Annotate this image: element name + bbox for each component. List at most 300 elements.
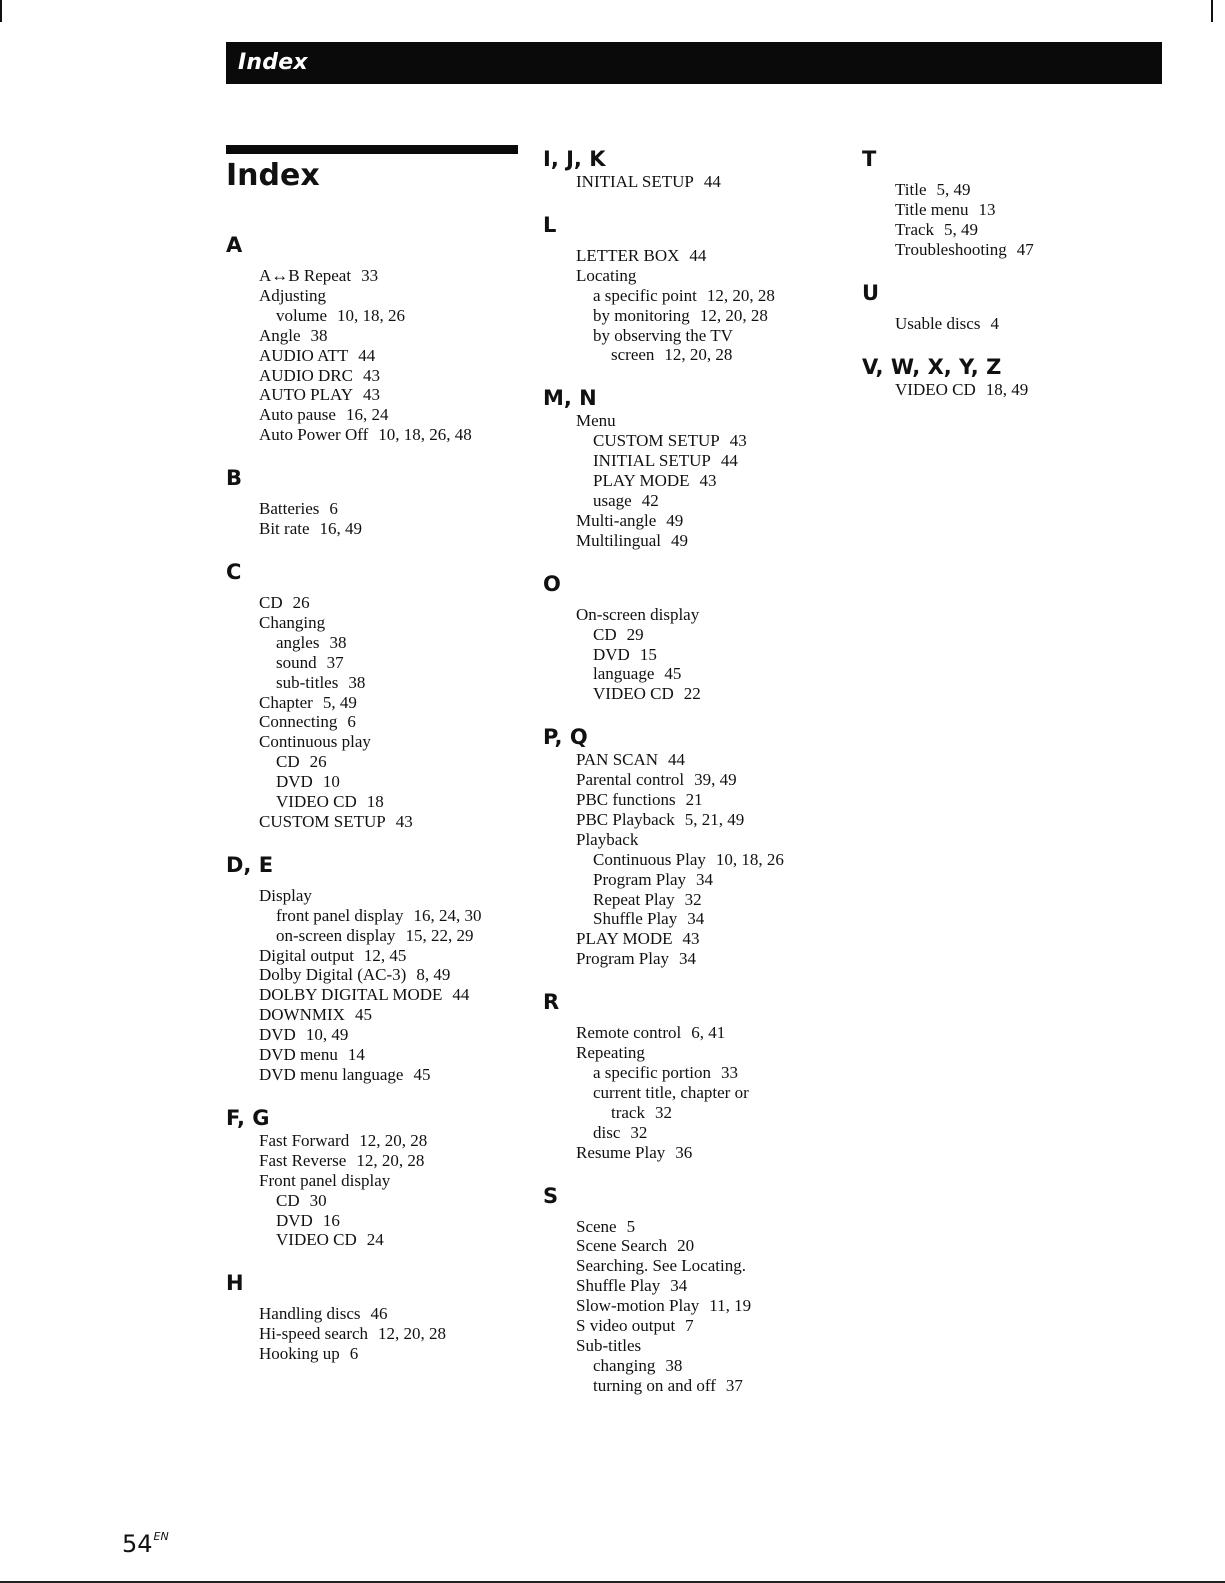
entry-list xyxy=(226,1131,526,1250)
index-entry xyxy=(576,790,843,810)
entry-term: PBC Playback xyxy=(576,809,675,829)
entry-list xyxy=(226,499,526,539)
entry-term: PLAY MODE xyxy=(593,471,690,491)
entry-term: PBC functions xyxy=(576,790,676,810)
entry-pages: 43 xyxy=(395,811,413,831)
index-entry xyxy=(576,471,843,491)
entry-pages: 43 xyxy=(362,365,380,385)
entry-pages: 5, 49 xyxy=(936,180,971,199)
index-entry xyxy=(259,1151,526,1171)
index-entry xyxy=(576,431,843,451)
entry-pages: 37 xyxy=(326,652,344,672)
index-entry xyxy=(576,411,843,431)
index-entry xyxy=(259,1065,526,1085)
index-entry xyxy=(259,405,526,425)
entry-pages: 26 xyxy=(292,592,310,612)
entry-pages: 45 xyxy=(664,664,682,684)
header-label: Index xyxy=(238,50,308,75)
entry-pages: 18 xyxy=(366,792,384,812)
entry-pages: 20 xyxy=(677,1236,695,1256)
entry-term: Dolby Digital (AC-3) xyxy=(259,965,407,985)
entry-pages: 33 xyxy=(361,266,379,285)
index-entry xyxy=(576,605,843,625)
entry-term: Locating xyxy=(576,265,637,285)
entry-pages: 32 xyxy=(654,1102,672,1122)
section-letter: F, G xyxy=(226,1105,270,1130)
entry-pages: 34 xyxy=(670,1276,688,1296)
entry-term: AUTO PLAY xyxy=(259,385,353,405)
entry-term: Sub-titles xyxy=(576,1335,642,1355)
entry-pages: 29 xyxy=(626,624,644,644)
entry-pages: 34 xyxy=(687,909,705,929)
entry-pages: 10 xyxy=(322,772,340,792)
section-letter: T xyxy=(862,147,877,171)
entry-term: CUSTOM SETUP xyxy=(593,431,720,451)
entry-term: Repeat Play xyxy=(593,889,675,909)
index-entry xyxy=(576,890,843,910)
entry-term: by observing the TV xyxy=(593,325,733,345)
index-entry xyxy=(576,1256,843,1276)
index-section xyxy=(226,559,526,832)
entry-list xyxy=(543,750,843,969)
entry-pages: 33 xyxy=(721,1063,739,1082)
index-entry xyxy=(895,200,1162,220)
entry-pages: 12, 20, 28 xyxy=(378,1324,447,1344)
index-entry xyxy=(895,220,1162,240)
entry-term: Display xyxy=(259,885,312,905)
entry-pages: 38 xyxy=(329,632,347,652)
entry-pages: 32 xyxy=(684,889,702,909)
index-section xyxy=(226,232,526,445)
index-section xyxy=(543,571,843,705)
page-title: Index xyxy=(226,158,320,193)
entry-term: Scene xyxy=(576,1216,617,1236)
entry-term: Repeating xyxy=(576,1043,645,1063)
entry-term: sound xyxy=(276,652,317,672)
entry-term: CD xyxy=(593,624,617,644)
index-entry xyxy=(576,1143,843,1163)
index-entry xyxy=(259,1005,526,1025)
entry-term: Fast Forward xyxy=(259,1130,350,1150)
index-entry xyxy=(576,1236,843,1256)
entry-pages: 21 xyxy=(685,790,703,810)
index-entry xyxy=(576,451,843,471)
index-entry xyxy=(259,385,526,405)
entry-term: PAN SCAN xyxy=(576,750,659,770)
section-letter: L xyxy=(543,212,557,237)
entry-term: AUDIO ATT xyxy=(259,345,349,365)
entry-list xyxy=(862,314,1162,334)
entry-pages: 12, 20, 28 xyxy=(664,345,733,365)
section-letter: S xyxy=(543,1183,559,1208)
index-entry xyxy=(259,712,526,732)
index-entry xyxy=(895,314,1162,334)
section-letter: A xyxy=(226,233,243,257)
index-entry xyxy=(259,926,526,946)
index-section xyxy=(543,212,843,365)
index-entry xyxy=(259,1025,526,1045)
index-entry xyxy=(576,345,843,365)
index-entry xyxy=(576,1276,843,1296)
index-entry xyxy=(259,1171,526,1191)
index-entry xyxy=(576,1376,843,1396)
index-entry xyxy=(576,286,843,306)
entry-pages: 15, 22, 29 xyxy=(405,925,474,945)
entry-term: by monitoring xyxy=(593,305,690,325)
section-letter: D, E xyxy=(226,852,274,877)
index-entry xyxy=(259,812,526,832)
entry-term: Scene Search xyxy=(576,1236,668,1256)
entry-term: Slow-motion Play xyxy=(576,1296,700,1316)
index-entry xyxy=(259,346,526,366)
index-entry xyxy=(576,850,843,870)
index-entry xyxy=(576,491,843,511)
entry-list xyxy=(543,605,843,705)
entry-pages: 8, 49 xyxy=(416,965,451,985)
entry-term: DVD xyxy=(276,772,313,792)
entry-term: CD xyxy=(276,752,300,772)
entry-pages: 38 xyxy=(665,1355,683,1375)
index-entry xyxy=(895,240,1162,260)
entry-pages: 5, 49 xyxy=(322,692,357,712)
index-entry xyxy=(259,985,526,1005)
index-entry xyxy=(576,684,843,704)
index-entry xyxy=(576,1296,843,1316)
entry-term: Menu xyxy=(576,411,616,431)
entry-term: angles xyxy=(276,632,320,652)
index-entry xyxy=(576,870,843,890)
entry-term: Resume Play xyxy=(576,1142,666,1162)
entry-term: front panel display xyxy=(276,905,404,925)
entry-term: Multi-angle xyxy=(576,510,657,530)
index-entry xyxy=(576,531,843,551)
entry-term: Track xyxy=(895,219,935,239)
index-entry xyxy=(576,750,843,770)
index-entry xyxy=(576,1083,843,1103)
index-entry xyxy=(576,1063,843,1083)
entry-pages: 5, 49 xyxy=(944,219,979,239)
entry-term: S video output xyxy=(576,1316,676,1336)
index-entry xyxy=(259,306,526,326)
entry-list xyxy=(862,180,1162,260)
entry-term: Troubleshooting xyxy=(895,239,1007,259)
section-letter: P, Q xyxy=(543,725,588,750)
index-entry xyxy=(576,909,843,929)
entry-pages: 5, 21, 49 xyxy=(684,809,745,829)
index-entry xyxy=(576,810,843,830)
entry-pages: 13 xyxy=(978,199,996,219)
section-letter: M, N xyxy=(543,386,597,411)
index-section xyxy=(543,989,843,1162)
index-entry xyxy=(259,752,526,772)
index-entry xyxy=(259,1045,526,1065)
index-entry xyxy=(576,1356,843,1376)
index-section xyxy=(862,280,1162,334)
entry-pages: 43 xyxy=(363,385,380,405)
entry-pages: 12, 20, 28 xyxy=(356,1150,425,1170)
index-entry xyxy=(895,380,1162,400)
index-column-3 xyxy=(862,146,1162,419)
entry-term: Batteries xyxy=(259,499,320,519)
entry-term: Multilingual xyxy=(576,530,661,550)
index-entry xyxy=(259,425,526,445)
entry-term: Handling discs xyxy=(259,1304,361,1324)
entry-term: Hooking up xyxy=(259,1344,340,1364)
index-entry xyxy=(576,172,843,192)
entry-pages: 7 xyxy=(685,1316,694,1336)
index-section xyxy=(226,1270,526,1364)
entry-list xyxy=(543,1217,843,1396)
index-entry xyxy=(259,673,526,693)
index-entry xyxy=(576,1103,843,1123)
entry-term: Remote control xyxy=(576,1023,682,1043)
entry-pages: 12, 20, 28 xyxy=(706,285,775,305)
entry-term: CD xyxy=(259,592,283,612)
entry-pages: 36 xyxy=(675,1142,693,1162)
entry-pages: 44 xyxy=(358,345,376,365)
index-entry xyxy=(259,693,526,713)
index-entry xyxy=(576,1023,843,1043)
index-section xyxy=(543,146,843,192)
entry-term: DVD menu xyxy=(259,1045,338,1065)
entry-term: Usable discs xyxy=(895,313,981,333)
entry-term: current title, chapter or xyxy=(593,1082,749,1102)
entry-term: CUSTOM SETUP xyxy=(259,811,386,831)
index-entry xyxy=(259,906,526,926)
entry-term: Chapter xyxy=(259,692,313,712)
entry-pages: 10, 49 xyxy=(305,1025,349,1045)
entry-list xyxy=(543,1023,843,1162)
index-section xyxy=(543,1183,843,1396)
index-entry xyxy=(259,499,526,519)
entry-term: INITIAL SETUP xyxy=(593,451,711,471)
entry-list xyxy=(543,411,843,550)
entry-pages: 15 xyxy=(639,644,657,664)
entry-term: screen xyxy=(611,345,655,365)
index-entry xyxy=(895,180,1162,200)
index-entry xyxy=(576,645,843,665)
entry-term: Title menu xyxy=(895,199,969,219)
entry-list xyxy=(226,1304,526,1364)
entry-pages: 4 xyxy=(990,313,999,333)
index-entry xyxy=(576,830,843,850)
entry-pages: 11, 19 xyxy=(709,1296,752,1316)
index-entry xyxy=(576,664,843,684)
entry-term: volume xyxy=(276,305,327,325)
entry-pages: 12, 20, 28 xyxy=(359,1130,428,1150)
entry-term: Title xyxy=(895,180,927,199)
entry-term: turning on and off xyxy=(593,1375,716,1395)
entry-term: DVD xyxy=(276,1210,313,1230)
index-section xyxy=(543,724,843,969)
entry-pages: 16 xyxy=(322,1210,340,1230)
index-entry xyxy=(576,1123,843,1143)
entry-pages: 42 xyxy=(641,490,659,510)
entry-term: PLAY MODE xyxy=(576,929,673,949)
entry-pages: 38 xyxy=(348,672,366,692)
entry-term: Program Play xyxy=(593,869,687,889)
index-entry xyxy=(259,266,526,286)
index-entry xyxy=(576,1336,843,1356)
entry-term: language xyxy=(593,664,655,684)
entry-pages: 44 xyxy=(452,985,470,1005)
entry-term: DVD menu language xyxy=(259,1065,404,1084)
entry-term: Auto Power Off xyxy=(259,425,369,445)
entry-list xyxy=(226,593,526,832)
section-letter: U xyxy=(862,280,880,305)
index-entry xyxy=(259,653,526,673)
entry-term: sub-titles xyxy=(276,672,339,692)
index-entry xyxy=(576,929,843,949)
entry-pages: 34 xyxy=(696,869,714,889)
entry-pages: 10, 18, 26 xyxy=(715,849,784,869)
index-section xyxy=(543,385,843,550)
entry-pages: 39, 49 xyxy=(694,770,737,790)
index-section xyxy=(226,852,526,1085)
index-entry xyxy=(259,286,526,306)
entry-list xyxy=(226,886,526,1085)
index-entry xyxy=(576,326,843,346)
index-entry xyxy=(259,886,526,906)
entry-pages: 46 xyxy=(370,1304,388,1324)
header-bar xyxy=(226,42,1162,84)
entry-term: Playback xyxy=(576,829,639,849)
entry-term: Hi-speed search xyxy=(259,1324,369,1344)
entry-pages: 45 xyxy=(413,1065,431,1084)
section-letter: I, J, K xyxy=(543,147,606,171)
entry-term: Program Play xyxy=(576,949,670,969)
index-section xyxy=(862,146,1162,260)
entry-term: on-screen display xyxy=(276,925,396,945)
section-letter: V, W, X, Y, Z xyxy=(862,354,1002,379)
entry-pages: 6 xyxy=(349,1344,359,1364)
entry-term: DVD xyxy=(259,1025,296,1045)
index-entry xyxy=(576,306,843,326)
entry-term: A↔B Repeat xyxy=(259,266,352,285)
entry-term: DVD xyxy=(593,644,630,664)
entry-list xyxy=(226,266,526,445)
entry-pages: 12, 45 xyxy=(363,945,407,965)
entry-term: DOWNMIX xyxy=(259,1005,345,1025)
entry-term: Changing xyxy=(259,612,326,632)
index-entry xyxy=(259,732,526,752)
index-entry xyxy=(259,519,526,539)
index-entry xyxy=(259,1344,526,1364)
index-section xyxy=(226,465,526,539)
entry-pages: 34 xyxy=(679,949,697,969)
entry-pages: 6, 41 xyxy=(691,1023,726,1043)
entry-term: CD xyxy=(276,1190,300,1210)
entry-term: On-screen display xyxy=(576,604,700,624)
entry-term: VIDEO CD xyxy=(593,684,674,704)
page-number-value: 54 xyxy=(122,1530,153,1558)
page-number-suffix: EN xyxy=(153,1530,169,1543)
entry-pages: 16, 49 xyxy=(319,519,363,539)
entry-term: Continuous play xyxy=(259,732,371,752)
entry-list xyxy=(543,246,843,365)
index-entry xyxy=(576,949,843,969)
entry-term: usage xyxy=(593,490,632,510)
index-entry xyxy=(576,1316,843,1336)
index-entry xyxy=(259,1211,526,1231)
entry-pages: 16, 24 xyxy=(345,405,389,425)
index-entry xyxy=(576,1043,843,1063)
index-section xyxy=(226,1105,526,1250)
index-entry xyxy=(259,633,526,653)
entry-term: Parental control xyxy=(576,770,685,790)
entry-pages: 16, 24, 30 xyxy=(413,905,482,925)
entry-term: VIDEO CD xyxy=(276,792,357,812)
entry-pages: 43 xyxy=(682,929,700,949)
entry-term: disc xyxy=(593,1122,621,1142)
index-entry xyxy=(576,511,843,531)
entry-term: VIDEO CD xyxy=(276,1230,357,1250)
entry-term: Digital output xyxy=(259,945,354,965)
entry-term: Connecting xyxy=(259,712,338,732)
index-entry xyxy=(259,772,526,792)
entry-pages: 6 xyxy=(329,499,338,519)
entry-pages: 38 xyxy=(310,325,328,345)
index-entry xyxy=(576,770,843,790)
entry-list xyxy=(862,380,1162,400)
entry-pages: 43 xyxy=(729,431,747,451)
entry-term: changing xyxy=(593,1355,656,1375)
entry-term: DOLBY DIGITAL MODE xyxy=(259,985,443,1005)
index-entry xyxy=(259,792,526,812)
entry-term: Searching. See Locating. xyxy=(576,1256,746,1276)
entry-pages: 43 xyxy=(699,471,717,491)
entry-pages: 24 xyxy=(366,1230,384,1250)
index-column-2 xyxy=(543,146,843,1416)
entry-pages: 18, 49 xyxy=(985,379,1029,399)
entry-pages: 10, 18, 26, 48 xyxy=(378,425,472,445)
index-entry xyxy=(576,625,843,645)
entry-pages: 12, 20, 28 xyxy=(699,305,768,325)
section-letter: H xyxy=(226,1271,244,1296)
index-entry xyxy=(259,1324,526,1344)
entry-term: LETTER BOX xyxy=(576,245,680,265)
entry-pages: 32 xyxy=(630,1122,648,1142)
entry-term: Shuffle Play xyxy=(576,1276,661,1296)
entry-pages: 49 xyxy=(666,510,684,530)
index-entry xyxy=(259,1230,526,1250)
index-entry xyxy=(576,1217,843,1237)
title-rule xyxy=(226,145,518,154)
entry-term: Auto pause xyxy=(259,405,336,425)
section-letter: O xyxy=(543,571,561,596)
entry-term: AUDIO DRC xyxy=(259,365,353,385)
index-entry xyxy=(259,613,526,633)
index-section xyxy=(862,354,1162,400)
entry-pages: 45 xyxy=(354,1005,372,1025)
index-entry xyxy=(259,946,526,966)
entry-pages: 44 xyxy=(720,451,738,471)
index-entry xyxy=(576,246,843,266)
entry-pages: 6 xyxy=(347,712,356,732)
entry-pages: 44 xyxy=(668,750,686,770)
entry-list xyxy=(543,172,843,192)
entry-term: Shuffle Play xyxy=(593,909,678,929)
entry-term: Angle xyxy=(259,325,301,345)
index-entry xyxy=(259,965,526,985)
entry-pages: 14 xyxy=(347,1045,365,1065)
entry-pages: 49 xyxy=(671,530,688,550)
index-column-1 xyxy=(226,232,526,1384)
index-entry xyxy=(259,1191,526,1211)
section-letter: R xyxy=(543,990,560,1015)
entry-pages: 37 xyxy=(725,1375,743,1395)
entry-term: track xyxy=(611,1102,645,1122)
